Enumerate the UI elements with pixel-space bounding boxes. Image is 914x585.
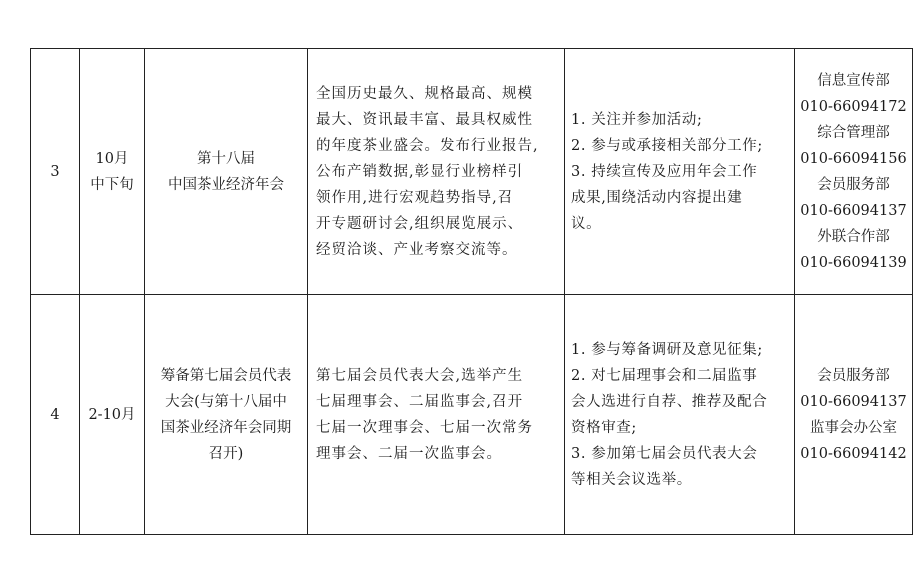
event-content-line: 七届理事会、二届监事会,召开 (316, 393, 524, 410)
event-content-line: 全国历史最久、规格最高、规模 (316, 85, 533, 102)
contact-phone: 010-66094137 (800, 202, 907, 219)
member-task-line: 1. 参与筹备调研及意见征集; (571, 341, 763, 358)
contact-department: 监事会办公室 (810, 419, 897, 436)
row-number (31, 49, 80, 295)
event-time-line: 10月 (95, 150, 129, 167)
event-name-line: 大会(与第十八届中 (165, 393, 287, 410)
event-content-line: 领作用,进行宏观趋势指导,召 (316, 189, 514, 206)
event-time (80, 295, 145, 535)
member-task-line: 1. 关注并参加活动; (571, 111, 703, 128)
contact-info (795, 295, 913, 535)
contact-department: 会员服务部 (817, 367, 890, 384)
row-number-text: 4 (50, 406, 60, 423)
contact-department: 会员服务部 (817, 176, 890, 193)
event-content-line: 开专题研讨会,组织展览展示、 (316, 215, 524, 232)
event-name-line: 中国茶业经济年会 (168, 176, 284, 193)
event-content-line: 经贸洽谈、产业考察交流等。 (316, 241, 518, 258)
member-task-line: 3. 持续宣传及应用年会工作 (571, 163, 758, 180)
contact-phone: 010-66094142 (800, 445, 907, 462)
table-row (31, 295, 913, 535)
row-number-text: 3 (50, 163, 60, 180)
event-name (145, 295, 308, 535)
row-number (31, 295, 80, 535)
event-content-line: 七届一次理事会、七届一次常务 (316, 419, 533, 436)
member-task-line: 等相关会议选举。 (571, 471, 692, 488)
member-task-line: 2. 对七届理事会和二届监事 (571, 367, 758, 384)
member-task-line: 成果,围绕活动内容提出建 (571, 189, 743, 206)
contact-department: 信息宣传部 (817, 72, 890, 89)
event-time-line: 2-10月 (88, 406, 136, 423)
event-content-line: 最大、资讯最丰富、最具权威性 (316, 111, 533, 128)
member-task-line: 资格审查; (571, 419, 637, 436)
event-table (30, 48, 913, 535)
contact-phone: 010-66094139 (800, 254, 907, 271)
event-time (80, 49, 145, 295)
contact-info (795, 49, 913, 295)
event-time-line: 中下旬 (90, 176, 134, 193)
event-name (145, 49, 308, 295)
contact-phone: 010-66094137 (800, 393, 907, 410)
contact-phone: 010-66094172 (800, 98, 907, 115)
member-task-line: 会人选进行自荐、推荐及配合 (571, 393, 768, 410)
event-name-line: 第十八届 (197, 150, 255, 167)
member-task-line: 议。 (571, 215, 602, 232)
event-content-line: 理事会、二届一次监事会。 (316, 445, 502, 462)
member-task-line: 3. 参加第七届会员代表大会 (571, 445, 758, 462)
event-content-line: 的年度茶业盛会。发布行业报告, (316, 137, 539, 154)
event-content (308, 295, 565, 535)
member-tasks (565, 49, 795, 295)
table-row (31, 49, 913, 295)
event-name-line: 筹备第七届会员代表 (160, 367, 292, 384)
event-name-line: 召开) (208, 445, 244, 462)
member-task-line: 2. 参与或承接相关部分工作; (571, 137, 763, 154)
contact-phone: 010-66094156 (800, 150, 907, 167)
event-content (308, 49, 565, 295)
event-name-line: 国茶业经济年会同期 (160, 419, 292, 436)
event-content-line: 公布产销数据,彰显行业榜样引 (316, 163, 524, 180)
member-tasks (565, 295, 795, 535)
contact-department: 外联合作部 (817, 228, 890, 245)
contact-department: 综合管理部 (817, 124, 890, 141)
event-content-line: 第七届会员代表大会,选举产生 (316, 367, 524, 384)
